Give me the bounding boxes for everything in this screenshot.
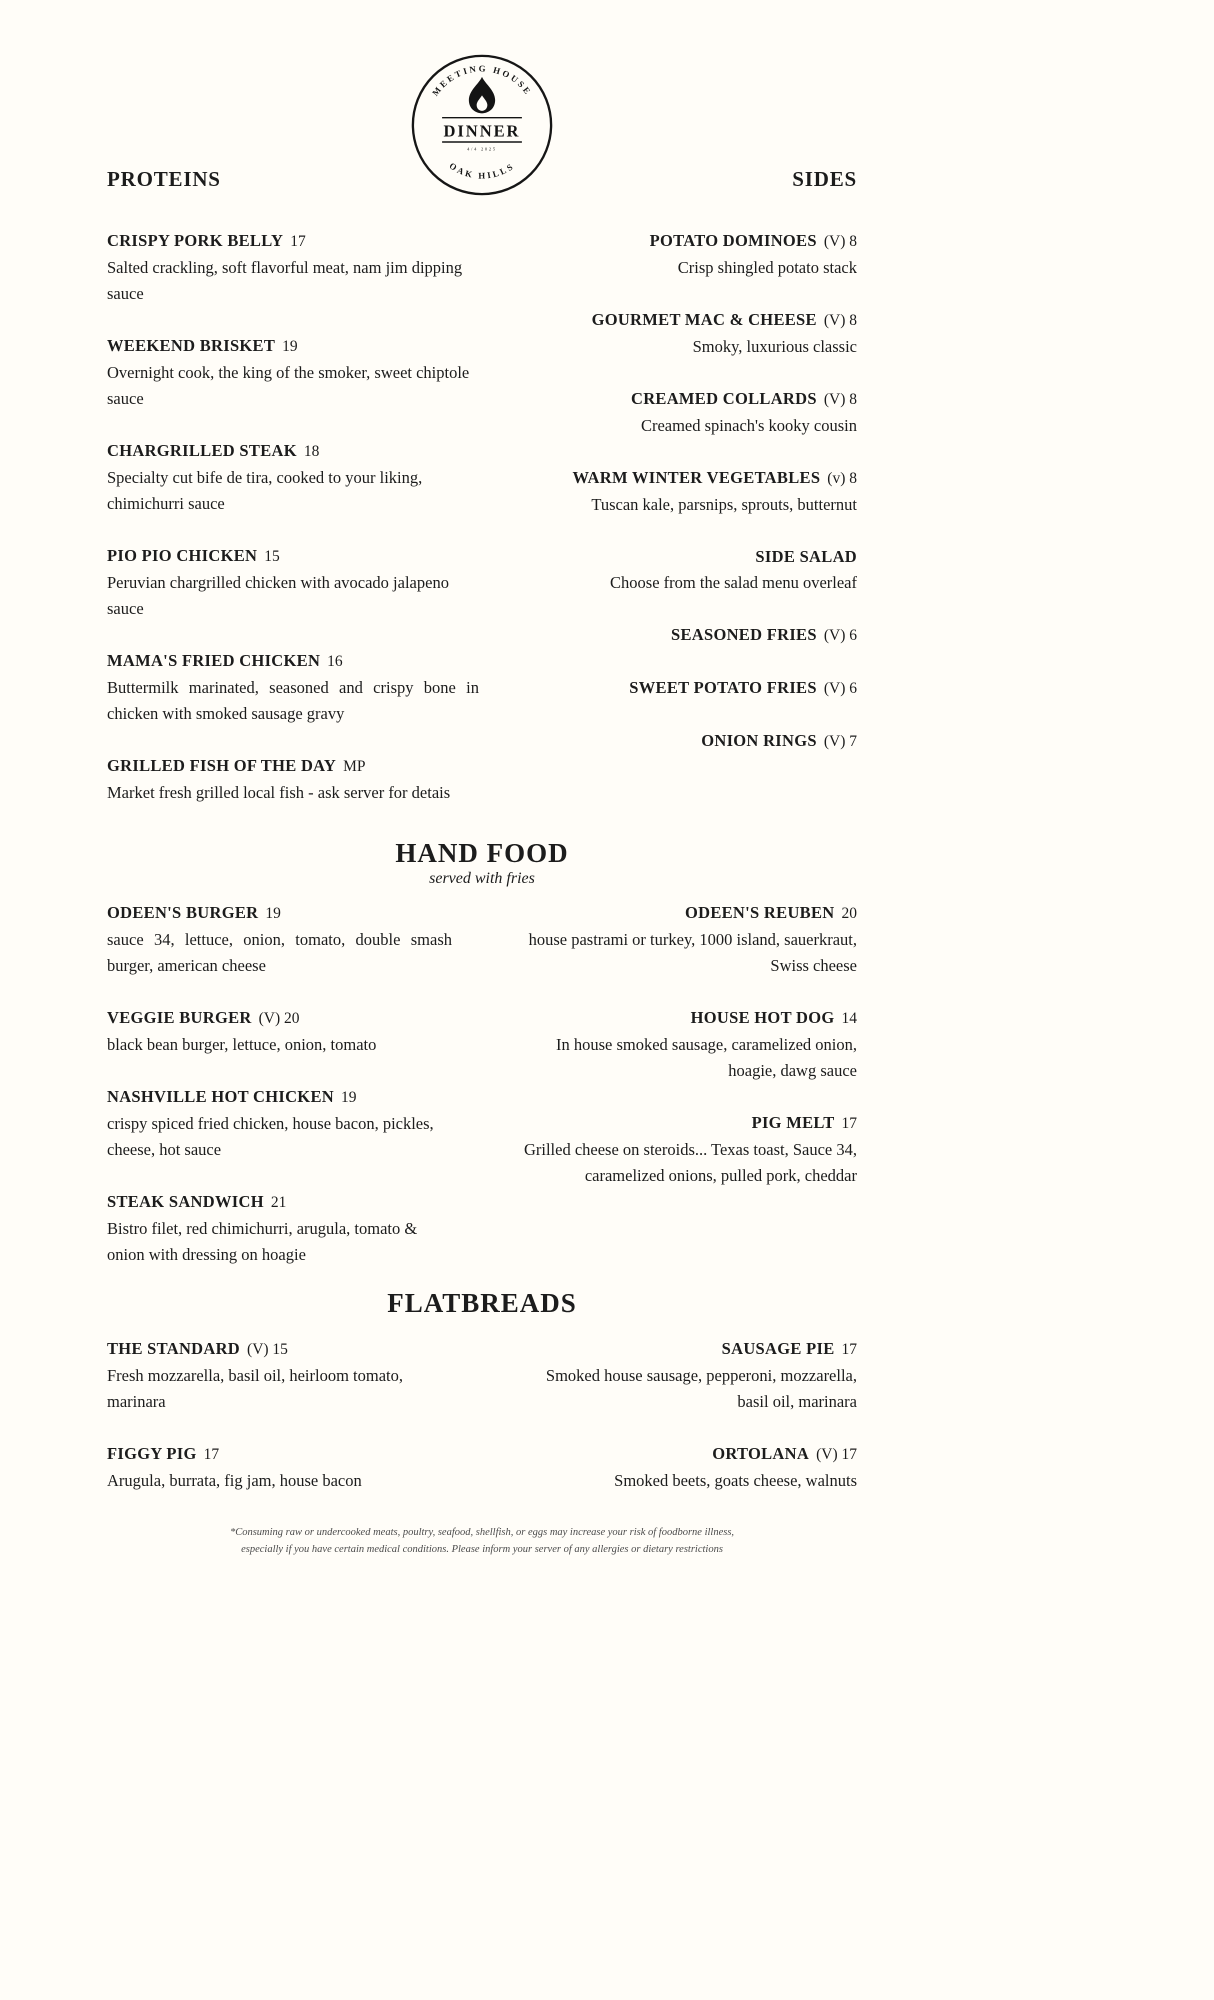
item-price: (V) 17 — [816, 1446, 857, 1463]
item-name-line — [522, 307, 857, 334]
item-price: 17 — [203, 1446, 220, 1463]
item-name: NASHVILLE HOT CHICKEN — [107, 1087, 334, 1106]
item-description: Choose from the salad menu overleaf — [610, 573, 857, 592]
logo-arc-top-text: MEETING HOUSE — [430, 63, 534, 98]
item-description: Buttermilk marinated, seasoned and crispy bone in chicken with smoked sausage gravy — [107, 678, 479, 723]
section-subtitle-hand-food: served with fries — [429, 870, 535, 887]
item-name-line — [107, 438, 479, 465]
item-name-line — [522, 728, 857, 755]
item-name-line — [522, 1441, 857, 1468]
menu-item — [522, 1110, 857, 1189]
menu-item — [522, 228, 857, 281]
item-name-line — [522, 1005, 857, 1032]
menu-item — [107, 1336, 452, 1415]
item-price: 17 — [841, 1341, 857, 1358]
item-description: Arugula, burrata, fig jam, house bacon — [107, 1471, 362, 1490]
item-name-line — [107, 1336, 452, 1363]
item-name: SWEET POTATO FRIES — [629, 678, 817, 697]
menu-item — [107, 1084, 452, 1163]
item-name-line — [107, 228, 479, 255]
item-description: Market fresh grilled local fish - ask server for detais — [107, 783, 451, 802]
item-name-line — [522, 228, 857, 255]
item-name: SIDE SALAD — [755, 547, 857, 566]
item-price: (V) 8 — [823, 233, 857, 250]
item-description: Smoked beets, goats cheese, walnuts — [614, 1471, 857, 1490]
item-name-line — [522, 386, 857, 413]
item-name: ORTOLANA — [712, 1444, 810, 1463]
item-name-line — [522, 1110, 857, 1137]
item-name: GOURMET MAC & CHEESE — [591, 310, 817, 329]
item-price: 18 — [303, 443, 320, 460]
flatbreads-right-column — [522, 1336, 857, 1520]
menu-item — [107, 333, 479, 412]
item-description: Smoked house sausage, pepperoni, mozzarella, basil oil, marinara — [545, 1366, 857, 1411]
item-name: POTATO DOMINOES — [649, 231, 817, 250]
disclaimer-line-1: *Consuming raw or undercooked meats, poultry, seafood, shellfish, or eggs may increase your risk of foodborne illness, — [229, 1527, 735, 1538]
section-flatbreads — [107, 1288, 857, 1520]
item-price: 19 — [265, 905, 281, 922]
menu-item — [522, 900, 857, 979]
section-proteins-sides — [107, 166, 857, 832]
logo-date: 4/4 2025 — [467, 146, 497, 152]
item-name-line — [522, 622, 857, 649]
item-price: (V) 6 — [823, 627, 857, 644]
item-name: ODEEN'S REUBEN — [684, 903, 835, 922]
item-name: PIG MELT — [751, 1113, 835, 1132]
item-name: MAMA'S FRIED CHICKEN — [107, 651, 321, 670]
menu-item — [522, 728, 857, 755]
item-description: sauce 34, lettuce, onion, tomato, double smash burger, american cheese — [107, 930, 452, 975]
item-price: MP — [343, 758, 366, 775]
item-name: ONION RINGS — [701, 731, 817, 750]
item-price: (V) 8 — [823, 312, 857, 329]
menu-item — [107, 648, 479, 727]
item-name-line — [107, 1084, 452, 1111]
item-price: 19 — [282, 338, 298, 355]
item-description: Specialty cut bife de tira, cooked to your liking, chimichurri sauce — [107, 468, 423, 513]
item-price: (V) 8 — [823, 391, 857, 408]
item-description: Smoky, luxurious classic — [692, 337, 857, 356]
item-name-line — [522, 465, 857, 492]
item-description: Fresh mozzarella, basil oil, heirloom tomato, marinara — [107, 1366, 404, 1411]
item-description: Tuscan kale, parsnips, sprouts, butternut — [591, 495, 857, 514]
item-description: Bistro filet, red chimichurri, arugula, tomato & onion with dressing on hoagie — [107, 1219, 418, 1264]
item-price: 17 — [841, 1115, 857, 1132]
menu-page — [107, 0, 857, 2000]
hand-food-left-column — [107, 900, 452, 1294]
item-price: (V) 7 — [823, 733, 857, 750]
item-description: crispy spiced fried chicken, house bacon, pickles, cheese, hot sauce — [107, 1114, 434, 1159]
menu-item — [107, 228, 479, 307]
item-name-line — [107, 1005, 452, 1032]
item-price: (v) 8 — [827, 470, 857, 487]
menu-item — [107, 1189, 452, 1268]
item-name: CRISPY PORK BELLY — [107, 231, 284, 250]
item-name-line — [522, 544, 857, 570]
item-description: Creamed spinach's kooky cousin — [640, 416, 857, 435]
item-price: (V) 15 — [247, 1341, 288, 1358]
item-price: (V) 6 — [823, 680, 857, 697]
menu-item — [107, 438, 479, 517]
section-title-flatbreads: FLATBREADS — [387, 1288, 577, 1318]
item-price: 19 — [340, 1089, 357, 1106]
item-name: HOUSE HOT DOG — [690, 1008, 835, 1027]
menu-item — [522, 1336, 857, 1415]
menu-item — [107, 1441, 452, 1494]
item-price: 21 — [270, 1194, 287, 1211]
item-price: 17 — [290, 233, 306, 250]
item-name-line — [107, 648, 479, 675]
menu-item — [107, 1005, 452, 1058]
item-name-line — [107, 333, 479, 360]
menu-item — [522, 1441, 857, 1494]
menu-item — [522, 307, 857, 360]
item-description: Salted crackling, soft flavorful meat, nam jim dipping sauce — [107, 258, 463, 303]
item-name-line — [107, 900, 452, 927]
item-name: WARM WINTER VEGETABLES — [572, 468, 821, 487]
item-name-line — [522, 675, 857, 702]
menu-item — [522, 622, 857, 649]
item-description: Peruvian chargrilled chicken with avocado jalapeno sauce — [107, 573, 449, 618]
item-name: SEASONED FRIES — [670, 625, 817, 644]
section-title-sides: SIDES — [792, 167, 857, 191]
item-name: CREAMED COLLARDS — [630, 389, 817, 408]
item-price: 14 — [841, 1010, 857, 1027]
item-name: SAUSAGE PIE — [721, 1339, 835, 1358]
menu-item — [107, 543, 479, 622]
item-price: 16 — [327, 653, 343, 670]
item-name: VEGGIE BURGER — [107, 1008, 252, 1027]
item-name: STEAK SANDWICH — [107, 1192, 264, 1211]
item-name: THE STANDARD — [107, 1339, 241, 1358]
item-name: FIGGY PIG — [107, 1444, 197, 1463]
flatbreads-left-column — [107, 1336, 452, 1520]
item-name-line — [107, 1189, 452, 1216]
item-description: Overnight cook, the king of the smoker, sweet chiptole sauce — [107, 363, 470, 408]
item-name: WEEKEND BRISKET — [107, 336, 276, 355]
item-name-line — [522, 1336, 857, 1363]
item-price: 15 — [264, 548, 280, 565]
menu-item — [522, 544, 857, 596]
section-title-hand-food: HAND FOOD — [395, 838, 569, 868]
item-name-line — [107, 1441, 452, 1468]
item-description: Grilled cheese on steroids... Texas toast, Sauce 34, caramelized onions, pulled pork, cheddar — [523, 1140, 857, 1185]
proteins-column — [107, 166, 479, 832]
hand-food-right-column — [522, 900, 857, 1294]
menu-item — [522, 386, 857, 439]
item-name-line — [107, 753, 479, 780]
disclaimer-line-2: especially if you have certain medical conditions. Please inform your server of any allergies or dietary restrictions — [241, 1544, 723, 1555]
item-description: black bean burger, lettuce, onion, tomato — [107, 1035, 377, 1054]
item-name: PIO PIO CHICKEN — [107, 546, 258, 565]
item-name: CHARGRILLED STEAK — [107, 441, 297, 460]
logo-arc-bottom-text: OAK HILLS — [447, 160, 517, 181]
item-name-line — [522, 900, 857, 927]
section-hand-food — [107, 838, 857, 1294]
menu-item — [107, 753, 479, 806]
menu-item — [522, 675, 857, 702]
section-title-proteins: PROTEINS — [107, 167, 221, 191]
logo-title: DINNER — [443, 121, 521, 141]
menu-item — [522, 1005, 857, 1084]
disclaimer — [107, 1524, 857, 1558]
item-price: (V) 20 — [258, 1010, 300, 1027]
menu-item — [107, 900, 452, 979]
item-description: house pastrami or turkey, 1000 island, sauerkraut, Swiss cheese — [528, 930, 857, 975]
menu-item — [522, 465, 857, 518]
item-name-line — [107, 543, 479, 570]
sides-column — [522, 166, 857, 832]
item-price: 20 — [841, 905, 857, 922]
item-description: In house smoked sausage, caramelized onion, hoagie, dawg sauce — [555, 1035, 857, 1080]
item-name: ODEEN'S BURGER — [107, 903, 259, 922]
item-description: Crisp shingled potato stack — [677, 258, 857, 277]
item-name: GRILLED FISH OF THE DAY — [107, 756, 337, 775]
